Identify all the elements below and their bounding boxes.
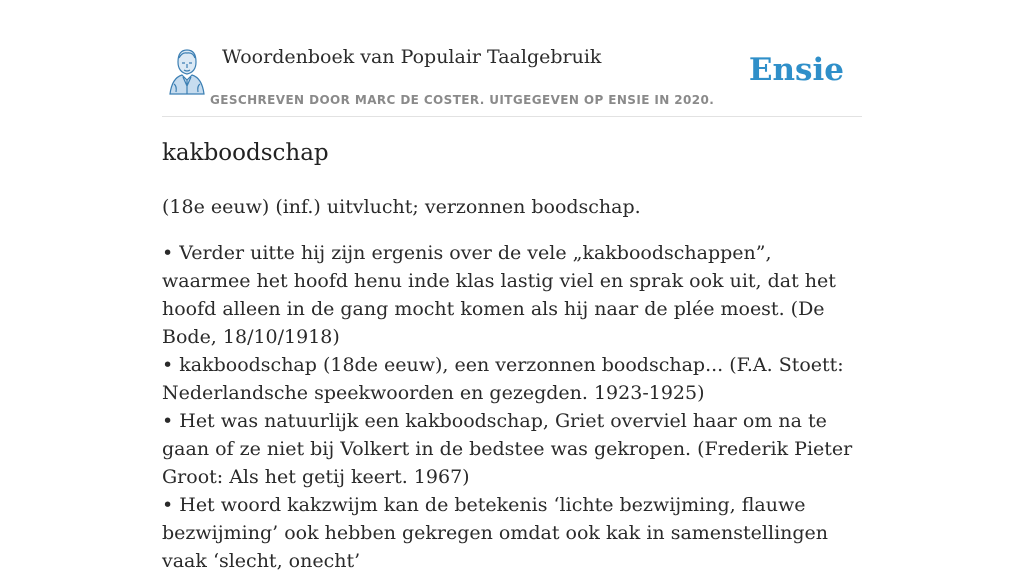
entry-examples — [162, 239, 862, 575]
example-quote: • Het woord kakzwijm kan de betekenis ‘lichte bezwijming, flauwe bezwijming’ ook hebben gekregen omdat ook kak in samenstellingen vaak ‘slecht, onecht’ — [162, 494, 829, 572]
ensie-logo[interactable]: Ensie — [748, 52, 844, 88]
author-byline: GESCHREVEN DOOR MARC DE COSTER. UITGEGEVEN OP ENSIE IN 2020. — [210, 93, 715, 107]
example-quote: • kakboodschap (18de eeuw), een verzonnen boodschap... (F.A. Stoett: Nederlandsche speekwoorden en gezegden. 1923-1925) — [162, 354, 844, 404]
example-quote: • Het was natuurlijk een kakboodschap, Griet overviel haar om na te gaan of ze niet bij Volkert in de bedstee was gekropen. (Frederik Pieter Groot: Als het getij keert. 1967) — [162, 410, 853, 488]
example-quote: • Verder uitte hij zijn ergenis over de vele „kakboodschappen”, waarmee het hoofd henu inde klas lastig viel en sprak ook uit, dat het hoofd alleen in de gang mocht komen als hij naar de plée moest. (De Bode, 18/10/1918) — [162, 242, 836, 348]
entry-definition: (18e eeuw) (inf.) uitvlucht; verzonnen boodschap. — [162, 196, 641, 218]
site-header — [162, 40, 862, 117]
entry-headword: kakboodschap — [162, 140, 329, 166]
dictionary-title[interactable]: Woordenboek van Populair Taalgebruik — [222, 46, 602, 68]
author-portrait-icon[interactable] — [164, 46, 208, 96]
